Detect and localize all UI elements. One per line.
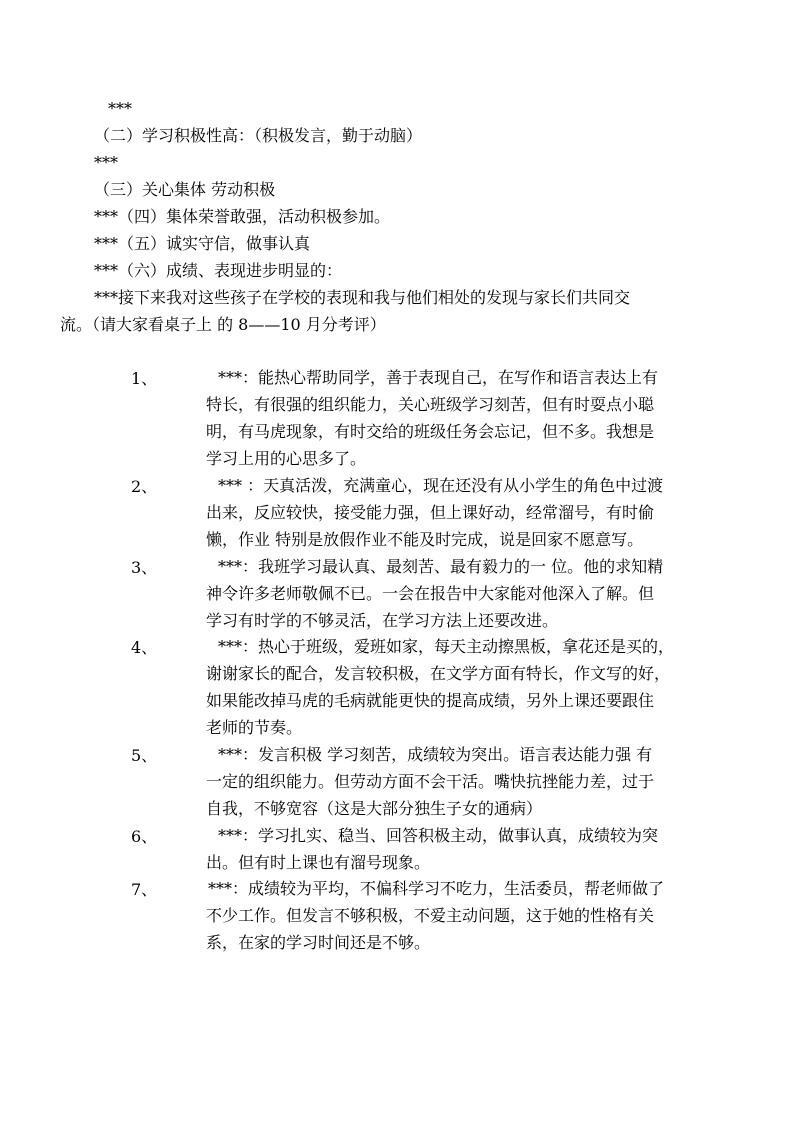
item-5-line-2: 一定的组织能力。但劳动方面不会干活。嘴快抗挫能力差，过于 [206,772,655,791]
item-1-line-1: ***：能热心帮助同学，善于表现自己，在写作和语言表达上有 [218,368,659,387]
intro-line-8: ***接下来我对这些孩子在学校的表现和我与他们相处的发现与家长们共同交 [94,288,631,307]
item-6-body [206,822,746,876]
intro-line-6: ***（五）诚实守信，做事认真 [94,234,311,253]
item-3-line-2: 神令许多老师敬佩不已。一会在报告中大家能对他深入了解。但 [206,584,655,603]
item-6-line-2: 出。但有时上课也有溜号现象。 [206,853,431,872]
item-2-body [206,472,746,553]
item-1-number: 1、 [131,369,158,388]
item-4-line-4: 老师的节奏。 [206,718,303,737]
item-4-number: 4、 [131,638,158,657]
item-6-line-1: ***：学习扎实、稳当、回答积极主动，做事认真，成绩较为突 [218,826,659,845]
intro-line-4: （三）关心集体 劳动积极 [94,180,276,199]
item-1-line-2: 特长，有很强的组织能力，关心班级学习刻苦，但有时耍点小聪 [206,395,655,414]
item-7-line-1: ***：成绩较为平均，不偏科学习不吃力，生活委员，帮老师做了 [208,879,665,898]
intro-line-9: 流。（请大家看桌子上 的 8——10 月分考评） [60,315,386,334]
intro-line-3: *** [94,153,118,172]
item-2-number: 2、 [131,477,158,496]
item-1-body [206,364,746,472]
item-5-line-3: 自我，不够宽容（这是大部分独生子女的通病） [206,799,543,818]
item-2-line-3: 懒，作业 特别是放假作业不能及时完成，说是回家不愿意写。 [206,530,644,549]
intro-line-5: ***（四）集体荣誉敢强，活动积极参加。 [94,207,391,226]
item-6-number: 6、 [131,827,158,846]
item-4-line-2: 谢谢家长的配合，发言较积极，在文学方面有特长，作文写的好， [206,664,671,683]
item-4-body [206,633,746,741]
item-3-line-3: 学习有时学的不够灵活，在学习方法上还要改进。 [206,611,559,630]
item-7-number: 7、 [131,880,158,899]
item-1-line-4: 学习上用的心思多了。 [206,449,367,468]
item-3-line-1: ***：我班学习最认真、最刻苦、最有毅力的一 位。他的求知精 [218,557,664,576]
item-7-body [206,875,746,956]
item-4-line-3: 如果能改掉马虎的毛病就能更快的提高成绩，另外上课还要跟住 [206,691,655,710]
item-3-body [206,553,746,634]
intro-line-1: *** [108,99,132,118]
intro-line-2: （二）学习积极性高：（积极发言，勤于动脑） [94,126,423,145]
item-2-line-1: *** ：天真活泼，充满童心，现在还没有从小学生的角色中过渡 [218,476,664,495]
item-7-line-3: 系，在家的学习时间还是不够。 [206,933,431,952]
item-5-body [206,741,746,822]
item-2-line-2: 出来，反应较快，接受能力强，但上课好动，经常溜号，有时偷 [206,503,655,522]
intro-line-7: ***（六）成绩、表现进步明显的： [94,261,343,280]
item-4-line-1: ***：热心于班级，爱班如家，每天主动擦黑板，拿花还是买的， [218,637,675,656]
item-7-line-2: 不少工作。但发言不够积极，不爱主动问题，这于她的性格有关 [206,906,655,925]
item-5-line-1: ***：发言积极 学习刻苦，成绩较为突出。语言表达能力强 有 [218,745,653,764]
item-5-number: 5、 [131,746,158,765]
item-1-line-3: 明，有马虎现象，有时交给的班级任务会忘记，但不多。我想是 [206,422,655,441]
item-3-number: 3、 [131,558,158,577]
